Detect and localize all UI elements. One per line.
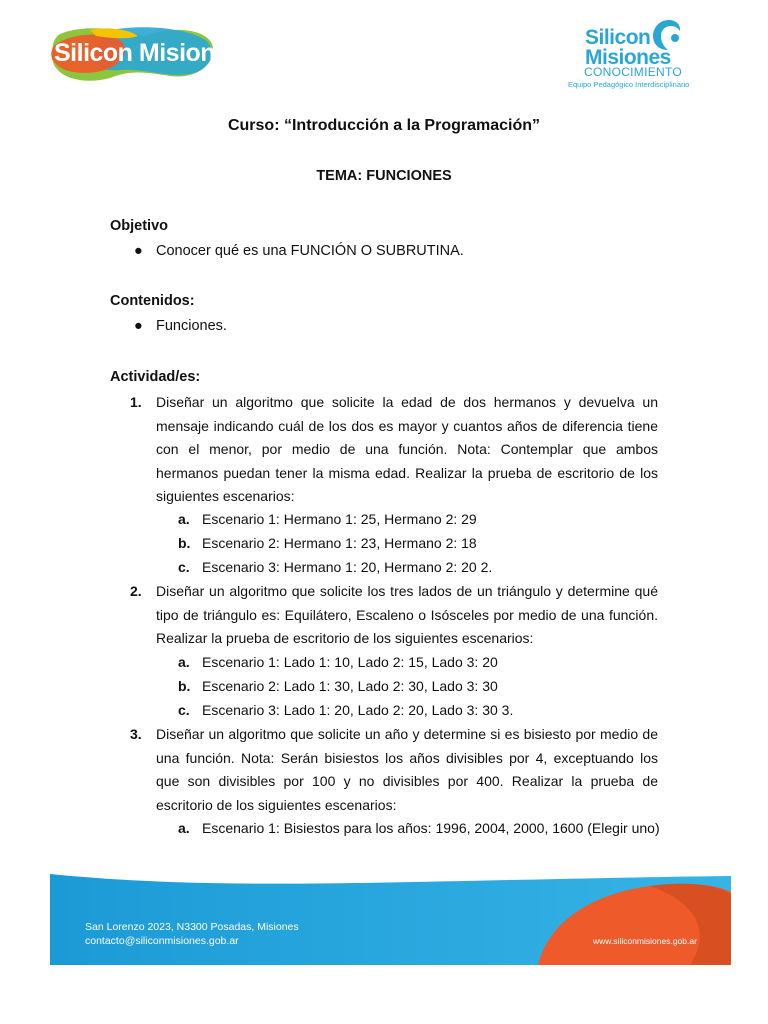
silicon-misiones-logo-left <box>50 24 242 84</box>
bullet-icon: ● <box>134 243 143 259</box>
logo-right-line4: Equipo Pedagógico Interdisciplinario <box>568 80 690 89</box>
scenario-text: Escenario 3: Hermano 1: 20, Hermano 2: 20 2. <box>202 559 493 575</box>
activity-text: Diseñar un algoritmo que solicite la edad de dos hermanos y devuelva un mensaje indicando cuál de los dos es mayor y cuantos años de diferencia tiene con el menor, por medio de una función. Nota: Contemplar que ambos hermanos puedan tener la misma edad. Realizar la prueba de escritorio de los siguientes escenarios: <box>156 394 658 504</box>
activity-number: 1. <box>130 394 142 410</box>
footer-background <box>50 874 731 965</box>
scenario-text: Escenario 3: Lado 1: 20, Lado 2: 20, Lado 3: 30 3. <box>202 702 514 718</box>
scenario-text: Escenario 1: Lado 1: 10, Lado 2: 15, Lado 3: 20 <box>202 654 498 670</box>
logo-right-line3: CONOCIMIENTO <box>584 65 683 79</box>
scenario-letter: b. <box>178 678 191 694</box>
objetivo-heading: Objetivo <box>110 218 169 234</box>
contenidos-text: Funciones. <box>156 318 227 334</box>
actividades-heading: Actividad/es: <box>110 369 201 385</box>
footer-address: San Lorenzo 2023, N3300 Posadas, Misiones <box>85 921 299 933</box>
objetivo-text: Conocer qué es una FUNCIÓN O SUBRUTINA. <box>156 243 464 259</box>
scenario-letter: a. <box>178 511 190 527</box>
activity-text: Diseñar un algoritmo que solicite los tres lados de un triángulo y determine qué tipo de triángulo es: Equilátero, Escaleno o Isósceles por medio de una función. Realizar la prueba de escritorio de los siguientes escenarios: <box>156 583 658 646</box>
course-title: Curso: “Introducción a la Programación” <box>227 117 541 134</box>
activity-number: 3. <box>130 726 142 742</box>
contenidos-heading: Contenidos: <box>110 293 195 309</box>
footer-banner <box>50 874 731 965</box>
logo-right-line1: Silicon <box>585 26 651 49</box>
scenario-text: Escenario 1: Bisiestos para los años: 1996, 2004, 2000, 1600 (Elegir uno) <box>202 820 660 836</box>
activity-text: Diseñar un algoritmo que solicite un año y determine si es bisiesto por medio de una función. Nota: Serán bisiestos los años divisibles por 4, exceptuando los que son divisibles por 100 y no divisibles por 400. Realizar la prueba de escritorio de los siguientes escenarios: <box>156 726 658 813</box>
footer-website: www.siliconmisiones.gob.ar <box>593 936 697 946</box>
logo-left-text: Silicon Misiones <box>54 39 242 67</box>
activity-number: 2. <box>130 583 142 599</box>
logo-right-line2: Misiones <box>585 46 671 69</box>
scenario-text: Escenario 2: Lado 1: 30, Lado 2: 30, Lado 3: 30 <box>202 678 498 694</box>
tema-title: TEMA: FUNCIONES <box>316 168 452 184</box>
bullet-icon: ● <box>134 318 143 334</box>
scenario-text: Escenario 2: Hermano 1: 23, Hermano 2: 18 <box>202 535 477 551</box>
scenario-letter: a. <box>178 820 190 836</box>
scenario-letter: b. <box>178 535 191 551</box>
footer-email: contacto@siliconmisiones.gob.ar <box>85 935 239 947</box>
scenario-text: Escenario 1: Hermano 1: 25, Hermano 2: 29 <box>202 511 477 527</box>
scenario-letter: c. <box>178 559 190 575</box>
scenario-letter: a. <box>178 654 190 670</box>
scenario-letter: c. <box>178 702 190 718</box>
silicon-misiones-logo-right <box>565 14 725 94</box>
